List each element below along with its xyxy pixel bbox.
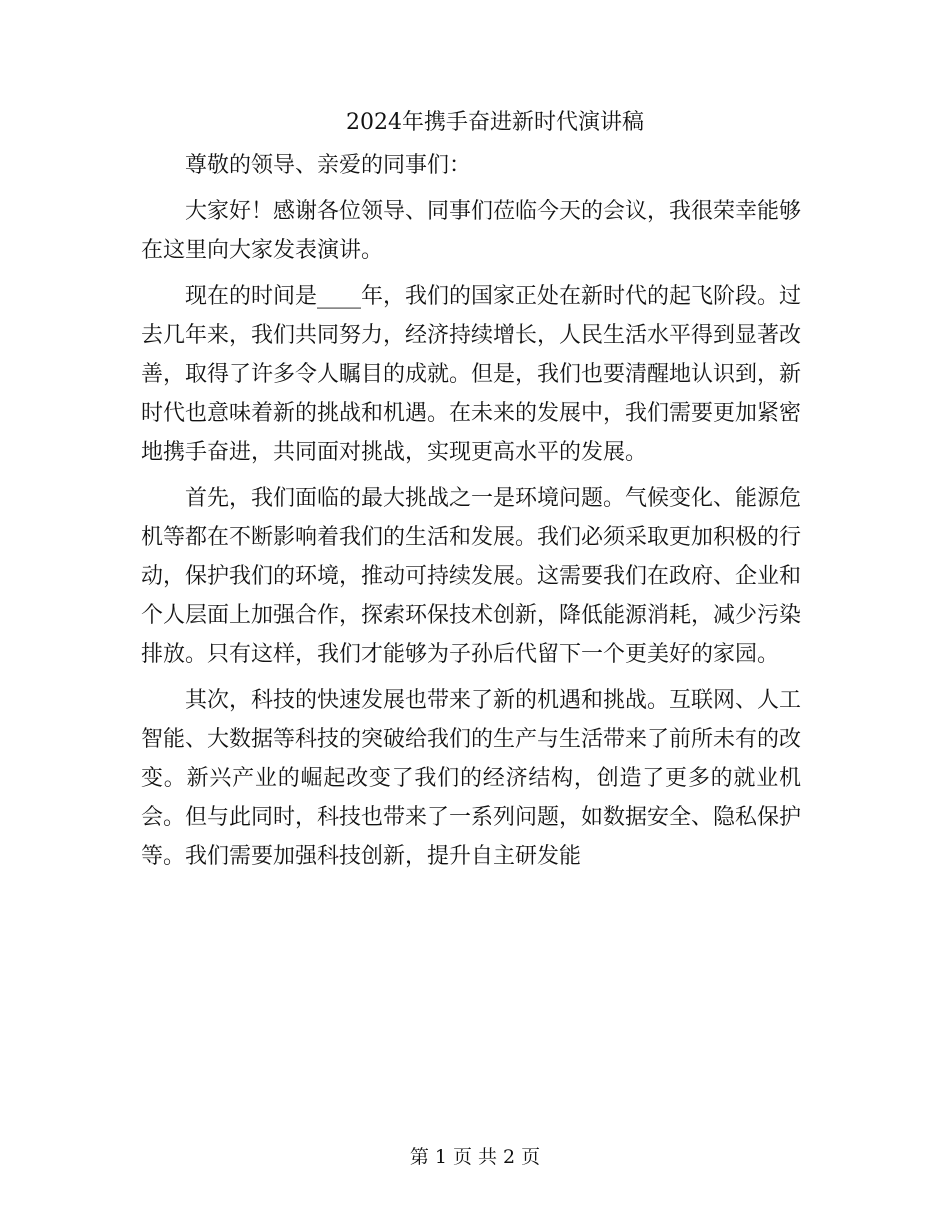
greeting-paragraph: 大家好！感谢各位领导、同事们莅临今天的会议，我很荣幸能够在这里向大家发表演讲。 xyxy=(141,199,802,263)
salutation-paragraph: 尊敬的领导、亲爱的同事们： xyxy=(185,153,472,178)
body-paragraph: 现在的时间是____年，我们的国家正处在新时代的起飞阶段。过去几年来，我们共同努力，经济持续增长，人民生活水平得到显著改善，取得了许多令人瞩目的成就。但是，我们也要清醒地认识到，新时代也意味着新的挑战和机遇。在未来的发展中，我们需要更加紧密地携手奋进，共同面对挑战，实现更高水平的发展。 xyxy=(141,284,802,465)
body-paragraph: 首先，我们面临的最大挑战之一是环境问题。气候变化、能源危机等都在不断影响着我们的生活和发展。我们必须采取更加积极的行动，保护我们的环境，推动可持续发展。这需要我们在政府、企业和个人层面上加强合作，探索环保技术创新，降低能源消耗，减少污染排放。只有这样，我们才能够为子孙后代留下一个更美好的家园。 xyxy=(141,486,802,667)
page-number-footer: 第 1 页 共 2 页 xyxy=(409,1146,541,1168)
body-paragraph: 其次，科技的快速发展也带来了新的机遇和挑战。互联网、人工智能、大数据等科技的突破给我们的生产与生活带来了前所未有的改变。新兴产业的崛起改变了我们的经济结构，创造了更多的就业机会。但与此同时，科技也带来了一系列问题，如数据安全、隐私保护等。我们需要加强科技创新，提升自主研发能 xyxy=(141,688,802,869)
document-body xyxy=(141,146,801,883)
document-title: 2024年携手奋进新时代演讲稿 xyxy=(346,110,644,135)
